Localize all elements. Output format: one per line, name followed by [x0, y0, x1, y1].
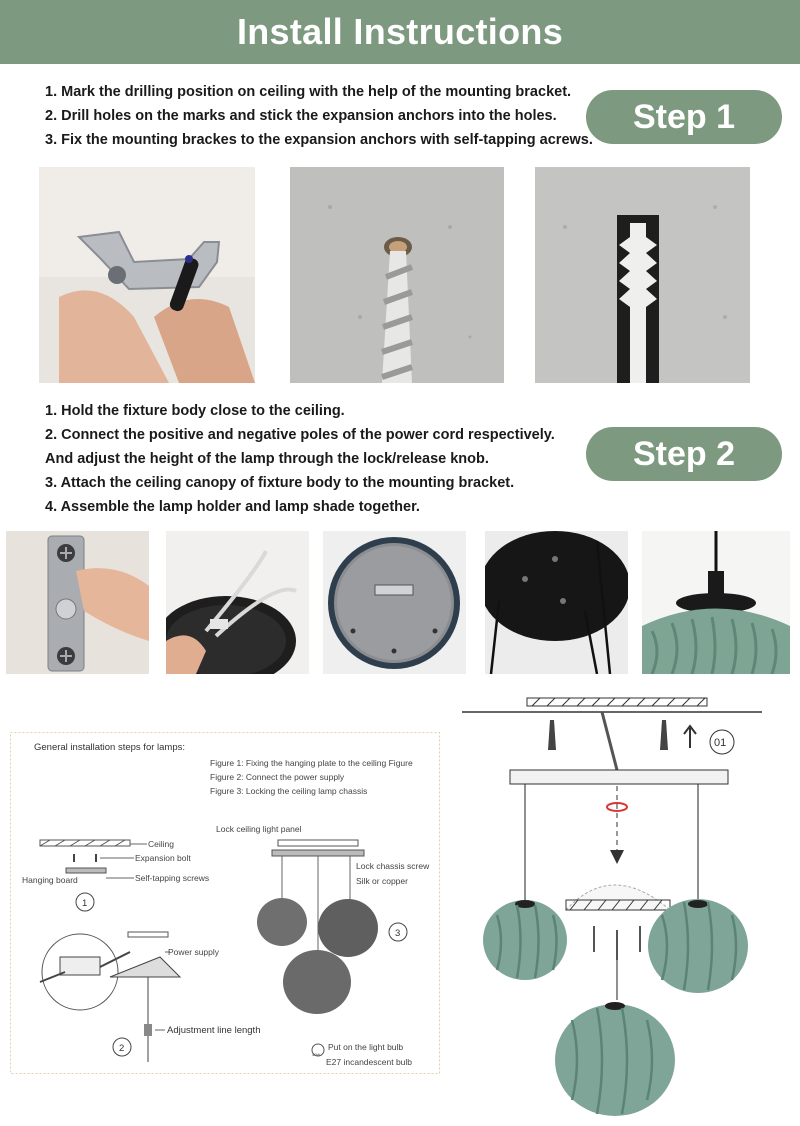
label-power-supply: Power supply: [168, 947, 220, 957]
label-bulb-line-1: Put on the light bulb: [328, 1042, 404, 1052]
diagram-heading: General installation steps for lamps:: [34, 742, 186, 753]
label-adjustment-line: Adjustment line length: [167, 1025, 261, 1036]
step2-line-5: 4. Assemble the lamp holder and lamp shade together.: [45, 499, 420, 515]
step2-instructions: [45, 399, 555, 519]
photo-mounting-bracket: [6, 531, 149, 674]
label-bulb-line-2: E27 incandescent bulb: [326, 1057, 413, 1067]
photo-marking-drill-position: [39, 167, 255, 383]
photo-expansion-anchor: [535, 167, 750, 383]
step2-line-3: And adjust the height of the lamp through the lock/release knob.: [45, 451, 489, 467]
step2-line-4: 3. Attach the ceiling canopy of fixture body to the mounting bracket.: [45, 475, 515, 491]
figure-caption-2: Figure 2: Connect the power supply: [210, 772, 345, 782]
label-ceiling: Ceiling: [148, 839, 174, 849]
label-silk-or-copper: Silk or copper: [356, 876, 408, 886]
photo-canopy-underside: [485, 531, 628, 674]
label-bulb-watt: 40W: [312, 1052, 321, 1057]
figure-number-1: 1: [82, 898, 88, 909]
figure-number-3: 3: [395, 928, 401, 939]
page-title: Install Instructions: [0, 0, 800, 64]
photo-wire-connection: [166, 531, 309, 674]
label-expansion-bolt: Expansion bolt: [135, 853, 191, 863]
step1-instructions: [45, 80, 593, 152]
label-lock-chassis-screw: Lock chassis screw: [356, 861, 430, 871]
figure-caption-1: Figure 1: Fixing the hanging plate to the ceiling Figure: [210, 758, 413, 768]
step2-badge: Step 2: [586, 427, 782, 481]
step1-line-1: 1. Mark the drilling position on ceiling with the help of the mounting bracket.: [45, 84, 572, 100]
step2-line-1: 1. Hold the fixture body close to the ceiling.: [45, 403, 345, 419]
callout-number: 01: [714, 737, 727, 749]
step1-badge: Step 1: [586, 90, 782, 144]
label-self-tapping-screws: Self-tapping screws: [135, 873, 210, 883]
figure-caption-3: Figure 3: Locking the ceiling lamp chassis: [210, 786, 368, 796]
step1-line-2: 2. Drill holes on the marks and stick the expansion anchors into the holes.: [45, 108, 557, 124]
installation-diagram: [10, 732, 440, 1074]
photo-ceiling-canopy: [323, 531, 466, 674]
label-hanging-board: Hanging board: [22, 875, 78, 885]
photo-lamp-shade-assembled: [642, 531, 790, 674]
step2-line-2: 2. Connect the positive and negative poles of the power cord respectively.: [45, 427, 555, 443]
exploded-pendant-diagram: [462, 690, 800, 1126]
step1-line-3: 3. Fix the mounting brackes to the expansion anchors with self-tapping acrews.: [45, 132, 593, 148]
figure-number-2: 2: [119, 1043, 125, 1054]
photo-drill-bit-hole: [290, 167, 504, 383]
label-lock-panel: Lock ceiling light panel: [216, 824, 302, 834]
